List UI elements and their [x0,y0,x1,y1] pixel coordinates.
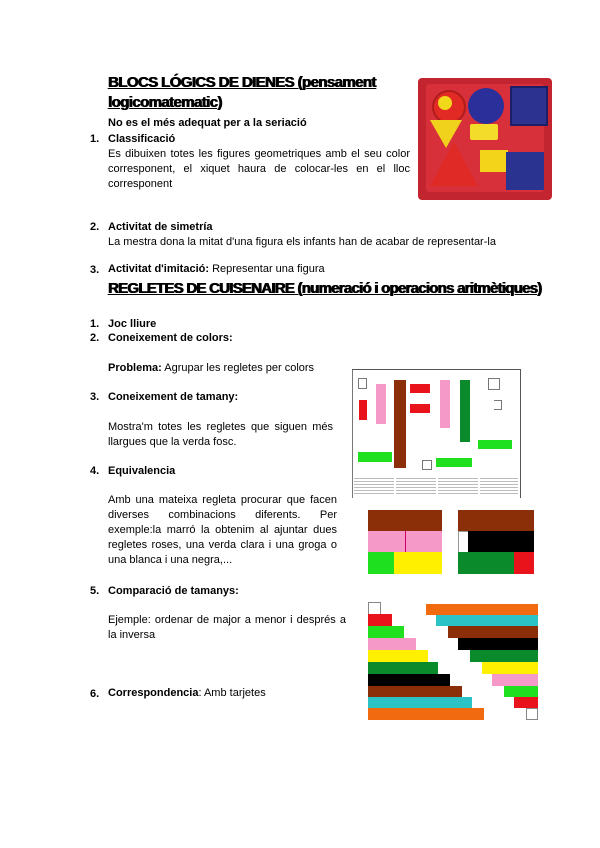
rods-colors-image [352,369,521,498]
pink-rod [492,674,538,686]
white-rod [488,378,500,390]
item-correspondencia [108,686,266,701]
pink-rod [406,531,442,552]
brown-rod [394,380,406,468]
blue-rod [368,697,472,708]
item-title-imitacio: Activitat d'imitació: [108,263,210,275]
black-rod [368,674,450,686]
body-line: Ejemple: ordenar de major a menor i després a [108,614,346,626]
orange-rod [426,604,538,615]
body-line: corresponent [108,178,173,190]
item-title-tamany: Coneixement de tamany: [108,391,239,403]
red-rod [514,552,534,574]
item-title-comparacio: Comparació de tamanys: [108,585,239,597]
frame-line [352,370,353,498]
problem-label-text: Problema: [108,362,162,374]
body-line: corresponent, el xiquet haura de colocar-les en el lloc [108,163,410,175]
pink-rod [440,380,450,428]
darkgreen-rod [460,380,470,442]
yellow-rectangle-shape [470,124,498,140]
section1-note: No es el més adequat per a la seriació [108,117,307,129]
black-rod [458,638,538,650]
caption-block [480,476,518,496]
item-title-colors: Coneixement de colors: [108,332,233,344]
lightgreen-rod [478,440,512,449]
item-number: 5. [90,585,100,597]
item-inline-correspondencia: : Amb tarjetes [198,687,266,699]
item-number: 4. [90,465,100,477]
white-rod [526,708,538,720]
lightgreen-rod [358,452,392,462]
item-title-simetria: Activitat de simetría [108,221,213,233]
problem-text: Agrupar les regletes per colors [161,362,315,374]
body-line: diverses combinacions diferents. Per [108,509,337,521]
body-line: una blanca i una negra,... [108,554,233,566]
item-title-classificacio: Classificació [108,133,176,145]
item-title-correspondencia: Correspondencia [108,687,199,699]
yellow-rod [394,552,442,574]
item-body-comparacio [108,613,346,643]
red-rod [410,404,430,413]
item-number: 3. [90,391,100,403]
red-triangle-shape [430,142,478,186]
red-rod [514,697,538,708]
caption-block [354,476,394,496]
body-line: la inversa [108,629,156,641]
section1-title-line2: logicomatematic) [108,94,222,111]
brown-rod [368,510,442,531]
rods-equivalence-image [368,510,534,574]
item-body-simetria: La mestra dona la mitat d'una figura els infants han de acabar de representar-la [108,236,496,248]
lightgreen-rod [368,626,404,638]
item-number: 3. [90,264,100,276]
caption-block [438,476,478,496]
lightgreen-rod [368,552,394,574]
orange-rod [368,708,484,720]
item-body-tamany [108,420,333,450]
item-body-classificacio [108,147,410,192]
item-imitacio [108,262,325,277]
blue-square-shape [510,86,548,126]
brown-rod [458,510,534,531]
pink-rod [368,531,406,552]
blue-circle-shape [468,88,504,124]
section2-title: REGLETES DE CUISENAIRE (numeració i operacions aritmètiques) [108,280,542,297]
item-title-joc-lliure: Joc lliure [108,318,157,330]
body-line: Mostra'm totes les regletes que siguen més [108,421,333,433]
black-rod [468,531,534,552]
yellow-rod [482,662,538,674]
yellow-square-shape [480,150,508,172]
pink-rod [368,638,416,650]
body-line: llargues que la verda fosc. [108,436,237,448]
red-rod [410,384,430,393]
item-number: 1. [90,318,100,330]
yellow-rod [368,650,428,662]
red-rod [359,400,367,420]
item-number: 1. [90,133,100,145]
red-rod [368,614,392,626]
body-line: exemple:la marró la obtenim al ajuntar dues [108,524,337,536]
item-number: 2. [90,332,100,344]
lightgreen-rod [436,458,472,467]
white-rod [422,460,432,470]
darkgreen-rod [470,650,538,662]
item-inline-imitacio: Representar una figura [209,263,325,275]
caption-block [396,476,436,496]
white-rod [358,378,367,389]
darkgreen-rod [368,662,438,674]
darkgreen-rod [458,552,514,574]
item-title-equivalencia: Equivalencia [108,465,176,477]
item-number: 6. [90,688,100,700]
blue-rod [436,615,538,626]
body-line: Amb una mateixa regleta procurar que facen [108,494,337,506]
blue-square-large-shape [506,152,544,190]
section1-title-line1: BLOCS LÓGICS DE DIENES (pensament [108,74,376,91]
brown-rod [448,626,538,638]
brown-rod [368,686,462,697]
problem-label [108,362,162,374]
logic-blocks-photo [418,78,552,200]
yellow-circle-shape [438,96,452,110]
rods-staircase-image [368,602,538,720]
item-number: 2. [90,221,100,233]
body-line: regletes roses, una verda clara i una groga o [108,539,337,551]
lightgreen-rod [504,686,538,697]
item-body-equivalencia [108,493,337,568]
white-rod [494,400,502,410]
body-line: Es dibuixen totes les figures geometriques amb el seu color [108,148,410,160]
item-problem-colors [108,361,314,376]
pink-rod [376,384,386,424]
